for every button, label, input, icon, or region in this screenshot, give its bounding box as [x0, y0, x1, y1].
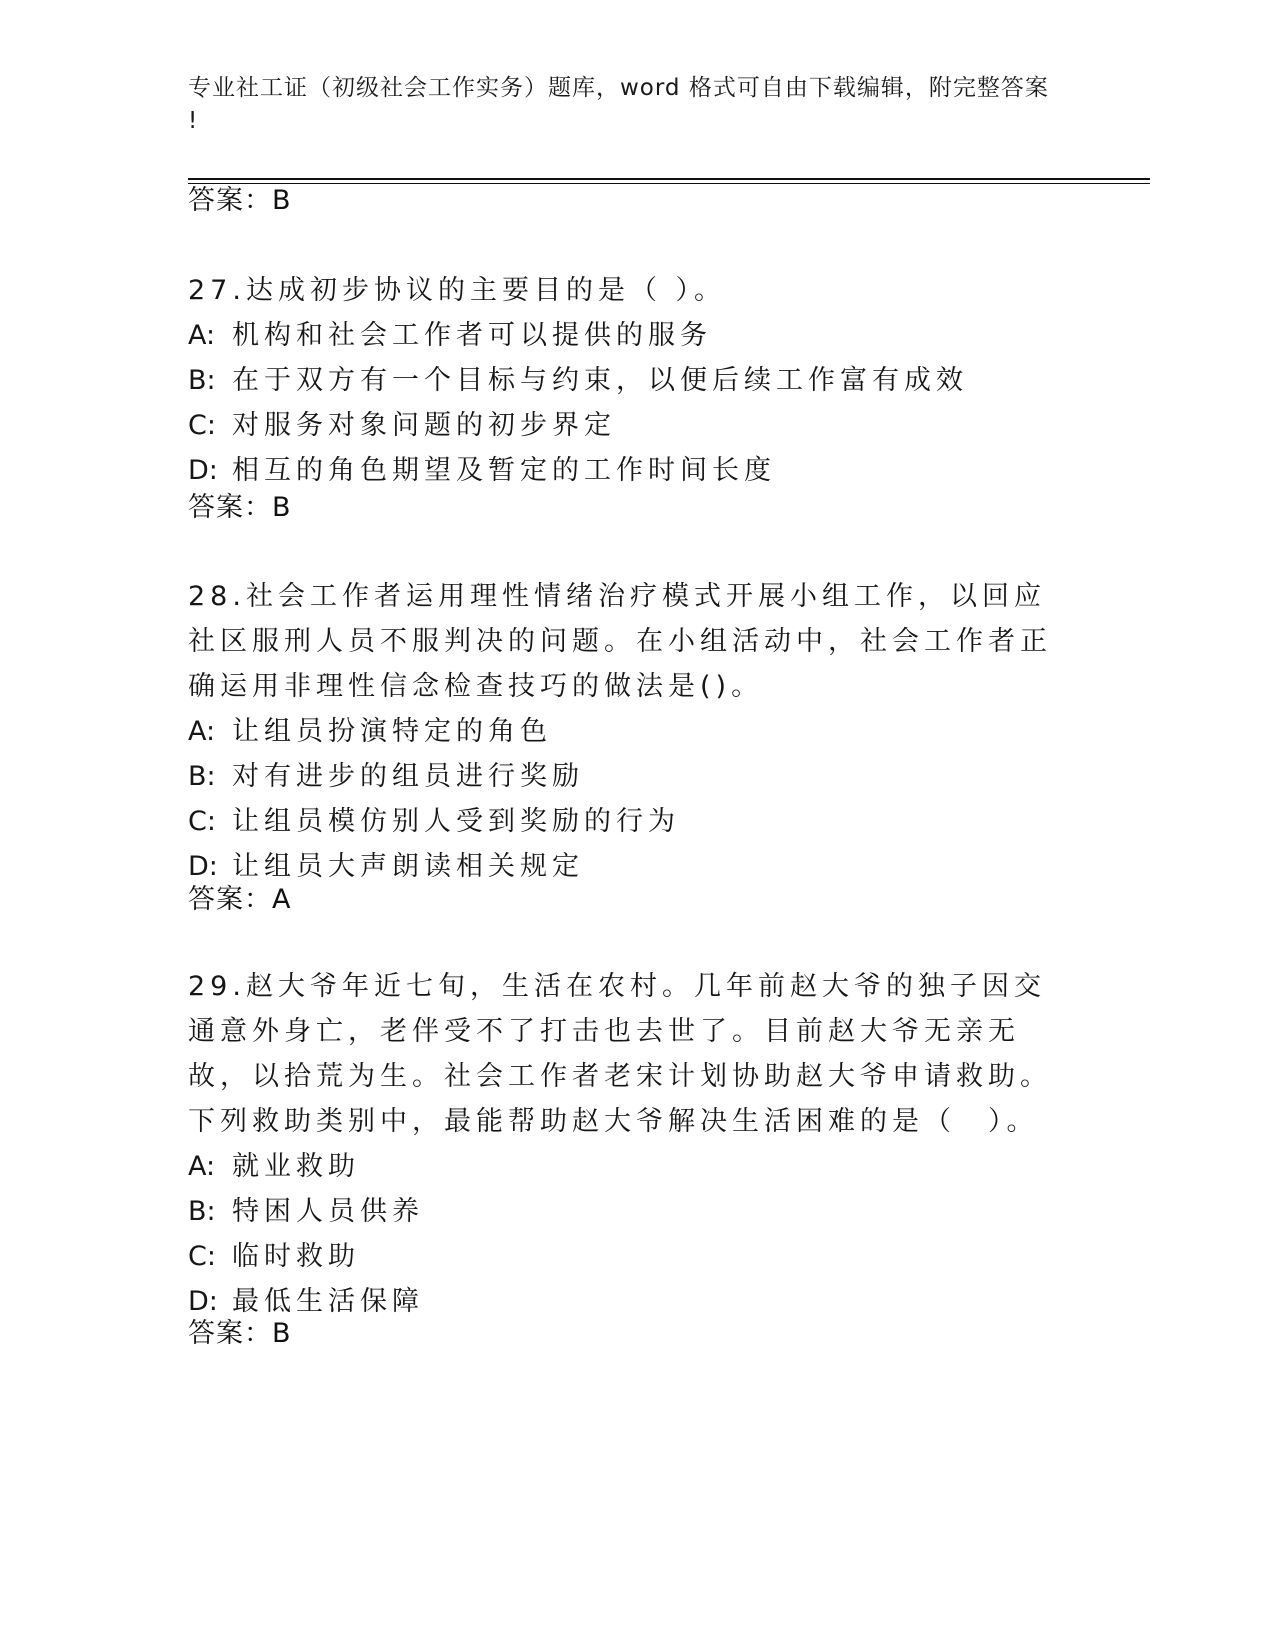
option-a — [188, 313, 1068, 358]
option-text: 对服务对象问题的初步界定 — [232, 410, 616, 441]
option-text: 让组员大声朗读相关规定 — [232, 851, 584, 882]
answer-29: 答案：B — [188, 1318, 292, 1349]
option-key: C: — [188, 1241, 216, 1272]
option-c — [188, 799, 1068, 844]
question-27 — [188, 268, 1068, 493]
answer-28: 答案：A — [188, 884, 292, 915]
option-d — [188, 448, 1068, 493]
option-key: B: — [188, 365, 216, 396]
option-b — [188, 754, 1068, 799]
option-key: B: — [188, 1196, 216, 1227]
option-key: B: — [188, 761, 216, 792]
header-title: 专业社工证（初级社会工作实务）题库，word 格式可自由下载编辑，附完整答案 — [188, 75, 1049, 101]
answer-27: 答案：B — [188, 492, 292, 523]
question-stem: 29.赵大爷年近七旬，生活在农村。几年前赵大爷的独子因交通意外身亡，老伴受不了打击也去世了。目前赵大爷无亲无故，以拾荒为生。社会工作者老宋计划协助赵大爷申请救助。下列救助类别中，最能帮助赵大爷解决生活困难的是（ ）。 — [188, 971, 1052, 1137]
option-text: 特困人员供养 — [232, 1196, 424, 1227]
option-a — [188, 1144, 1068, 1189]
option-key: C: — [188, 806, 216, 837]
option-text: 让组员扮演特定的角色 — [232, 716, 552, 747]
option-a — [188, 709, 1068, 754]
option-key: D: — [188, 455, 218, 486]
question-stem: 27.达成初步协议的主要目的是（ ）。 — [188, 275, 727, 306]
question-28 — [188, 574, 1068, 889]
header-divider-thick — [188, 178, 1150, 180]
option-text: 临时救助 — [232, 1241, 360, 1272]
option-text: 让组员模仿别人受到奖励的行为 — [232, 806, 680, 837]
option-b — [188, 1189, 1068, 1234]
option-text: 最低生活保障 — [232, 1286, 424, 1317]
option-b — [188, 358, 1068, 403]
option-key: C: — [188, 410, 216, 441]
document-header — [188, 72, 1088, 138]
option-c — [188, 403, 1068, 448]
option-key: D: — [188, 851, 218, 882]
answer-previous-question: 答案：B — [188, 185, 292, 216]
option-text: 就业救助 — [232, 1151, 360, 1182]
option-key: A: — [188, 1151, 216, 1182]
option-d — [188, 844, 1068, 889]
header-divider-thin — [188, 183, 1150, 184]
option-text: 机构和社会工作者可以提供的服务 — [232, 320, 712, 351]
option-c — [188, 1234, 1068, 1279]
option-text: 相互的角色期望及暂定的工作时间长度 — [232, 455, 776, 486]
option-key: A: — [188, 320, 216, 351]
option-text: 在于双方有一个目标与约束，以便后续工作富有成效 — [232, 365, 968, 396]
option-d — [188, 1279, 1068, 1324]
option-key: D: — [188, 1286, 218, 1317]
option-key: A: — [188, 716, 216, 747]
option-text: 对有进步的组员进行奖励 — [232, 761, 584, 792]
question-stem: 28.社会工作者运用理性情绪治疗模式开展小组工作，以回应社区服刑人员不服判决的问题。在小组活动中，社会工作者正确运用非理性信念检查技巧的做法是()。 — [188, 581, 1052, 702]
header-title-continuation: ! — [188, 108, 199, 134]
question-29 — [188, 964, 1068, 1324]
